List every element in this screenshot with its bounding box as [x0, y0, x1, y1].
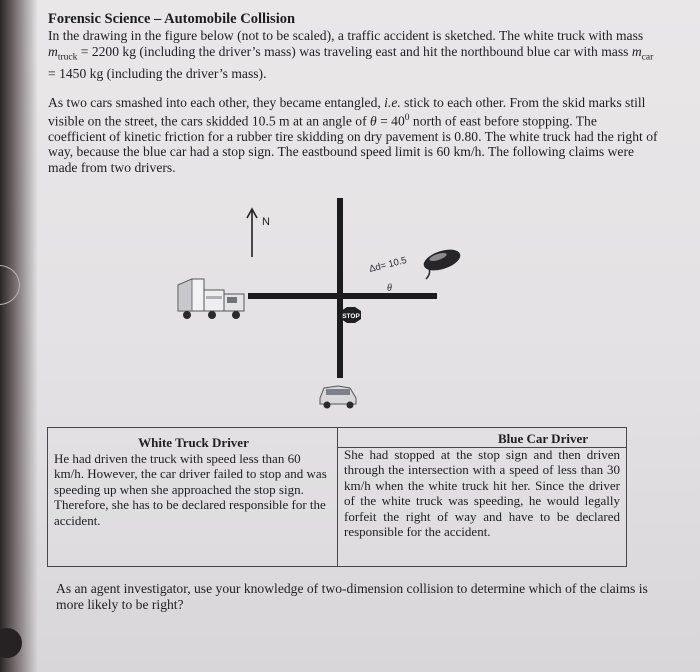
- degree-superscript: 0: [404, 112, 410, 123]
- north-label: N: [262, 216, 270, 228]
- para2-text-2: stick to each other. From the skid marks still visible on the street, the cars skidded 10.5 m at an angle of: [48, 95, 646, 129]
- angle-value: = 40: [376, 113, 405, 129]
- heading-divider: [338, 447, 626, 448]
- para2-text-3: north of east before stopping. The coefficient of kinetic friction for a rubber tire skidding on dry pavement is 0.80. The white truck had the right of way, because the blue car had a stop sign. The eastbound speed limit is 60 km/h. The following claims were made from two drivers.: [48, 113, 658, 175]
- intro-paragraph: [48, 28, 658, 82]
- truck-mass-symbol: m: [48, 43, 58, 59]
- intro-text-1: In the drawing in the figure below (not to be scaled), a traffic accident is sketched. The white truck with mass: [48, 28, 644, 43]
- car-driver-claim: She had stopped at the stop sign and then driven through the intersection with a speed of less than 30 km/h when the white truck hit her. Since the driver of the white truck was speeding, he would legally forfeit the right of way and have to be declared responsible for the accident.: [344, 446, 620, 539]
- theta-symbol: θ: [370, 113, 377, 129]
- truck-mass-subscript: truck: [57, 52, 78, 63]
- skid-distance-label: Δd= 10.5: [368, 254, 408, 275]
- page-title: Forensic Science – Automobile Collision: [48, 11, 296, 27]
- blue-car-icon: [320, 386, 356, 409]
- truck-driver-heading: White Truck Driver: [138, 435, 249, 450]
- car-driver-column: [338, 428, 626, 566]
- stop-sign-label: STOP: [342, 313, 360, 320]
- car-driver-heading: Blue Car Driver: [497, 431, 588, 446]
- north-arrow-icon: [247, 209, 257, 257]
- accident-sketch-svg: [170, 193, 480, 415]
- accident-sketch: [170, 193, 480, 415]
- stop-sign-icon: [341, 307, 361, 323]
- truck-driver-claim: He had driven the truck with speed less than 60 km/h. However, the car driver failed to stop and was speeding up when she approached the stop sign. Therefore, she has to be declared responsible for the accident.: [54, 450, 327, 528]
- car-mass-symbol: m: [631, 43, 642, 59]
- para2-text-1: As two cars smashed into each other, they became entangled,: [48, 95, 385, 110]
- angle-label: θ: [387, 283, 392, 294]
- truck-mass-value: = 2200 kg (including the driver’s mass) was traveling east and hit the northbound blue car with mass: [77, 43, 632, 59]
- collision-paragraph: [48, 95, 658, 176]
- truck-driver-column: [48, 428, 338, 566]
- claims-table: [47, 427, 627, 567]
- car-mass-value: = 1450 kg (including the driver’s mass).: [48, 65, 267, 81]
- investigation-question: As an agent investigator, use your knowledge of two-dimension collision to determine which of the claims is more likely to be right?: [56, 581, 648, 612]
- white-truck-icon: [178, 279, 244, 319]
- wreck-icon: [421, 246, 463, 279]
- page-edge-shadow: [0, 0, 38, 672]
- ie-abbrev: i.e.: [384, 95, 401, 110]
- car-mass-subscript: car: [641, 52, 654, 63]
